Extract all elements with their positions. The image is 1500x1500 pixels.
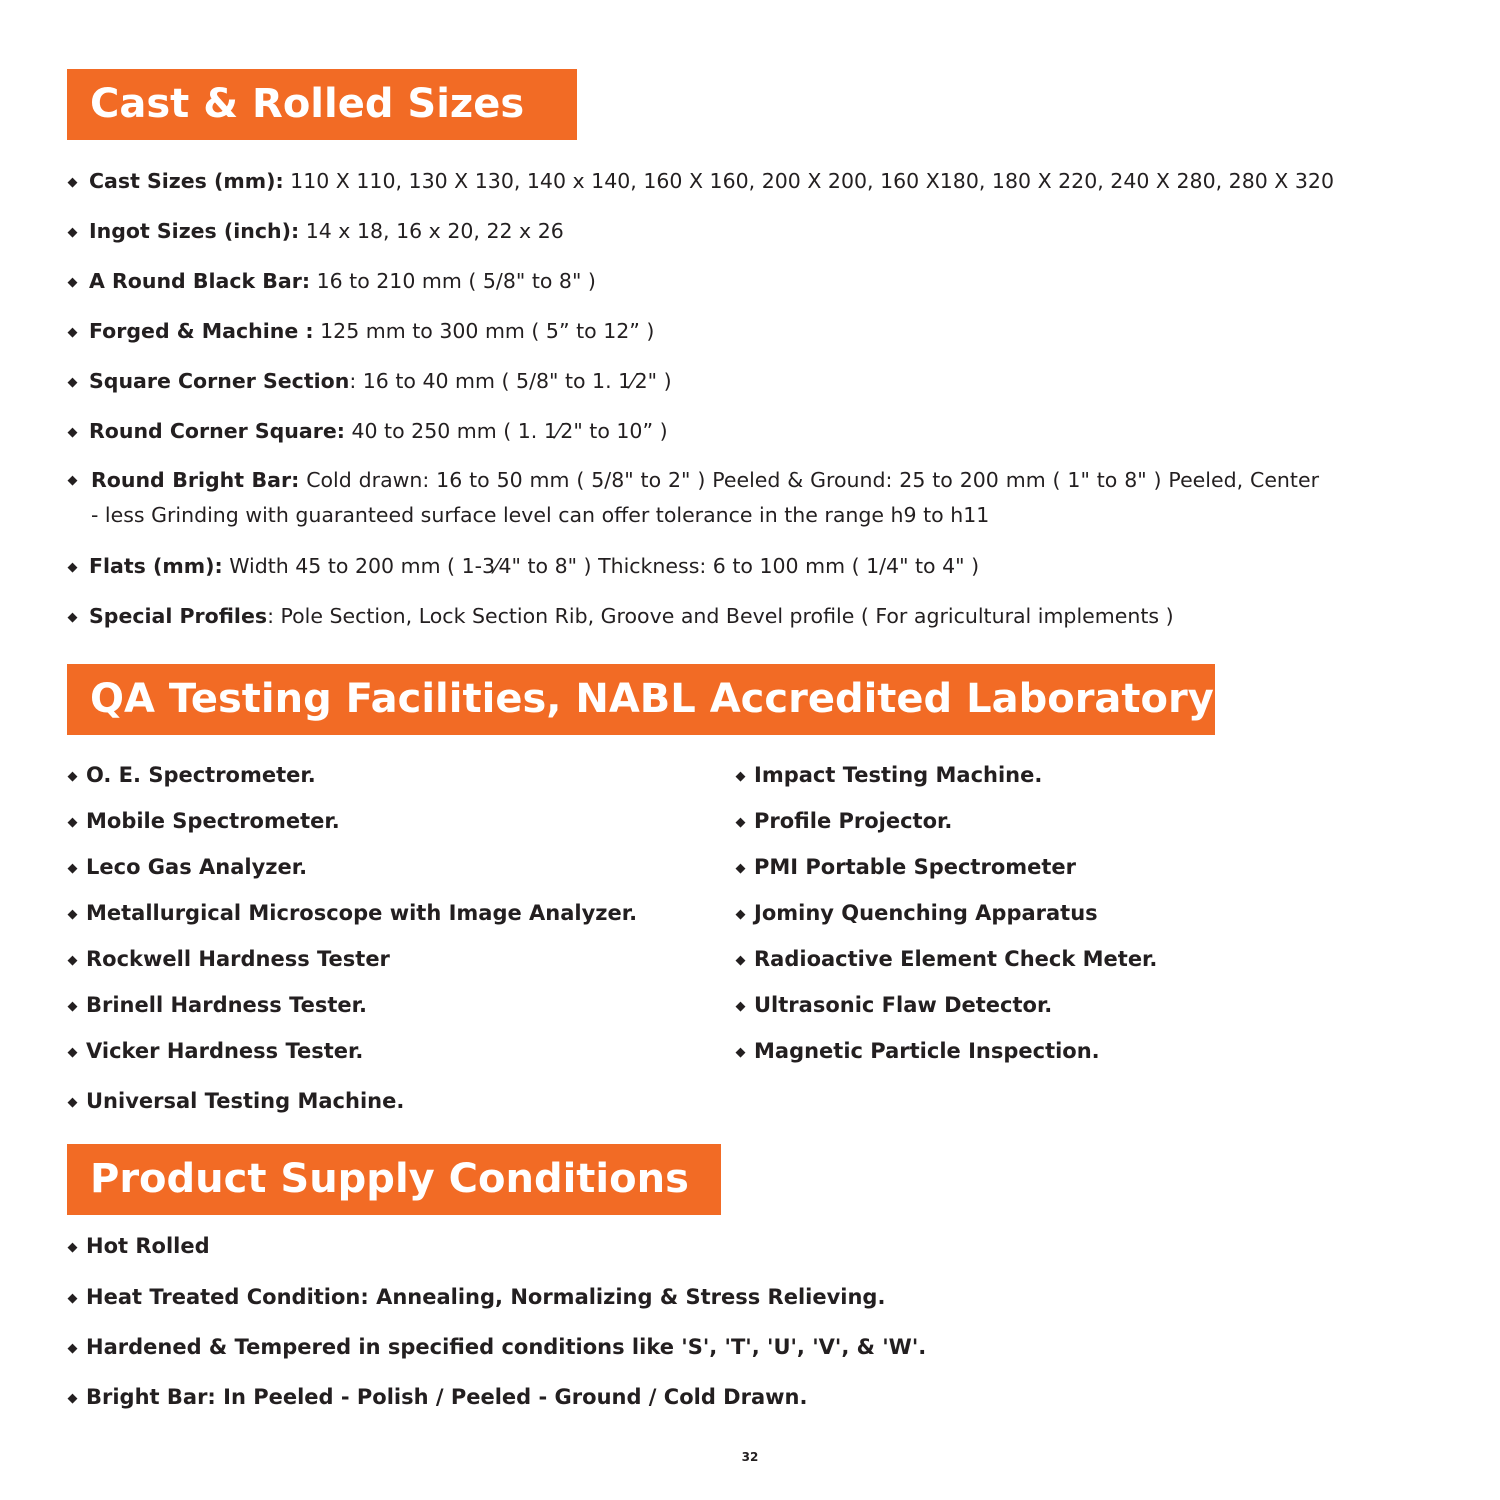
section-title-qa-testing: QA Testing Facilities, NABL Accredited Laboratory — [67, 664, 1215, 735]
item-label: Special Profiles — [89, 604, 268, 628]
diamond-bullet-icon: ◆ — [67, 560, 78, 575]
diamond-bullet-icon: ◆ — [67, 1095, 78, 1110]
list-item — [67, 602, 1174, 632]
diamond-bullet-icon: ◆ — [67, 473, 78, 488]
item-text: Profile Projector. — [754, 809, 953, 833]
diamond-bullet-icon: ◆ — [67, 610, 78, 625]
diamond-bullet-icon: ◆ — [67, 769, 78, 784]
item-label: Cast Sizes (mm): — [89, 169, 284, 193]
diamond-bullet-icon: ◆ — [67, 275, 78, 290]
list-item — [67, 853, 307, 883]
diamond-bullet-icon: ◆ — [735, 907, 746, 922]
list-item — [67, 367, 672, 397]
diamond-bullet-icon: ◆ — [67, 1341, 78, 1356]
diamond-bullet-icon: ◆ — [735, 953, 746, 968]
diamond-bullet-icon: ◆ — [67, 375, 78, 390]
item-value: 14 x 18, 16 x 20, 22 x 26 — [299, 219, 564, 243]
item-text: Jominy Quenching Apparatus — [754, 901, 1098, 925]
item-text: Bright Bar: In Peeled - Polish / Peeled - Ground / Cold Drawn. — [86, 1385, 808, 1409]
list-item — [735, 945, 1157, 975]
diamond-bullet-icon: ◆ — [67, 1045, 78, 1060]
item-label: Square Corner Section — [89, 369, 350, 393]
diamond-bullet-icon: ◆ — [735, 769, 746, 784]
item-value: 110 X 110, 130 X 130, 140 x 140, 160 X 160, 200 X 200, 160 X180, 180 X 220, 240 X 280, 280 X 320 — [283, 169, 1334, 193]
item-label: Flats (mm): — [89, 554, 223, 578]
item-text: PMI Portable Spectrometer — [754, 855, 1077, 879]
list-item — [735, 1037, 1100, 1067]
item-label: A Round Black Bar: — [89, 269, 311, 293]
diamond-bullet-icon: ◆ — [67, 815, 78, 830]
diamond-bullet-icon: ◆ — [67, 225, 78, 240]
diamond-bullet-icon: ◆ — [735, 815, 746, 830]
item-text: Leco Gas Analyzer. — [86, 855, 308, 879]
list-item — [67, 217, 564, 247]
page-number: 32 — [741, 1450, 759, 1464]
diamond-bullet-icon: ◆ — [67, 175, 78, 190]
item-text: Brinell Hardness Tester. — [86, 993, 367, 1017]
list-item — [735, 991, 1052, 1021]
diamond-bullet-icon: ◆ — [67, 425, 78, 440]
diamond-bullet-icon: ◆ — [67, 999, 78, 1014]
item-text: O. E. Spectrometer. — [86, 763, 316, 787]
item-text: Impact Testing Machine. — [754, 763, 1043, 787]
list-item — [67, 1232, 210, 1262]
list-item — [67, 463, 1319, 533]
item-text: Radioactive Element Check Meter. — [754, 947, 1158, 971]
list-item — [67, 167, 1334, 197]
list-item — [67, 1333, 926, 1363]
item-value: Cold drawn: 16 to 50 mm ( 5/8" to 2" ) Peeled & Ground: 25 to 200 mm ( 1" to 8" ) Peeled, Center - less Grinding with guaranteed surface level can offer tolerance in the range h9 to h11 — [91, 468, 1319, 527]
item-value: 16 to 210 mm ( 5/8" to 8" ) — [310, 269, 596, 293]
diamond-bullet-icon: ◆ — [67, 1391, 78, 1406]
list-item — [735, 899, 1098, 929]
item-text: Heat Treated Condition: Annealing, Normalizing & Stress Relieving. — [86, 1285, 886, 1309]
diamond-bullet-icon: ◆ — [67, 953, 78, 968]
diamond-bullet-icon: ◆ — [735, 861, 746, 876]
diamond-bullet-icon: ◆ — [67, 907, 78, 922]
diamond-bullet-icon: ◆ — [735, 1045, 746, 1060]
item-label: Ingot Sizes (inch): — [89, 219, 300, 243]
diamond-bullet-icon: ◆ — [67, 1240, 78, 1255]
item-label: Round Bright Bar: — [91, 468, 300, 492]
item-text: Universal Testing Machine. — [86, 1089, 405, 1113]
item-text: Rockwell Hardness Tester — [86, 947, 390, 971]
item-label: Forged & Machine : — [89, 319, 314, 343]
list-item — [67, 1283, 885, 1313]
list-item — [735, 807, 952, 837]
item-text: Vicker Hardness Tester. — [86, 1039, 364, 1063]
diamond-bullet-icon: ◆ — [67, 861, 78, 876]
list-item — [67, 807, 340, 837]
item-text: Ultrasonic Flaw Detector. — [754, 993, 1053, 1017]
item-value: Width 45 to 200 mm ( 1-3⁄4" to 8" ) Thickness: 6 to 100 mm ( 1/4" to 4" ) — [222, 554, 980, 578]
diamond-bullet-icon: ◆ — [735, 999, 746, 1014]
list-item — [735, 853, 1076, 883]
item-text: Metallurgical Microscope with Image Analyzer. — [86, 901, 638, 925]
list-item — [67, 1383, 807, 1413]
list-item — [67, 552, 979, 582]
item-value: : Pole Section, Lock Section Rib, Groove and Bevel profile ( For agricultural implements ) — [267, 604, 1174, 628]
item-value: 125 mm to 300 mm ( 5” to 12” ) — [313, 319, 655, 343]
list-item — [67, 761, 316, 791]
item-text: Mobile Spectrometer. — [86, 809, 340, 833]
section-title-cast-rolled-sizes: Cast & Rolled Sizes — [67, 69, 577, 140]
list-item — [67, 267, 596, 297]
list-item — [67, 991, 367, 1021]
list-item — [67, 1087, 404, 1117]
list-item — [67, 899, 637, 929]
item-value: : 16 to 40 mm ( 5/8" to 1. 1⁄2" ) — [349, 369, 672, 393]
list-item — [67, 317, 654, 347]
item-label: Round Corner Square: — [89, 419, 345, 443]
list-item — [67, 945, 390, 975]
item-value: 40 to 250 mm ( 1. 1⁄2" to 10” ) — [344, 419, 668, 443]
item-text: Magnetic Particle Inspection. — [754, 1039, 1100, 1063]
diamond-bullet-icon: ◆ — [67, 325, 78, 340]
item-text: Hot Rolled — [86, 1234, 210, 1258]
section-title-product-supply-conditions: Product Supply Conditions — [67, 1144, 721, 1215]
item-text: Hardened & Tempered in specified conditions like 'S', 'T', 'U', 'V', & 'W'. — [86, 1335, 927, 1359]
diamond-bullet-icon: ◆ — [67, 1291, 78, 1306]
list-item — [67, 417, 668, 447]
list-item — [735, 761, 1042, 791]
list-item — [67, 1037, 363, 1067]
